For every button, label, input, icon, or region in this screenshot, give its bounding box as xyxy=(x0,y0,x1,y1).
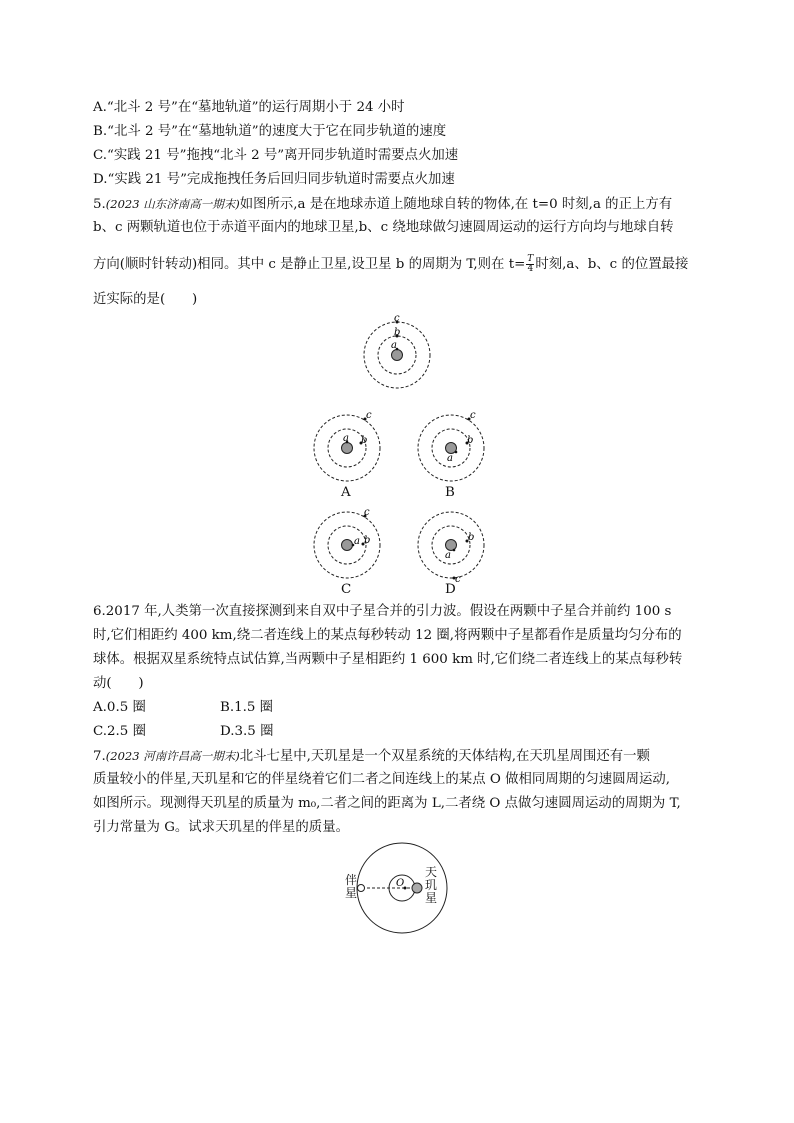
label-a: a xyxy=(343,433,349,444)
q7-text-1: 北斗七星中,天玑星是一个双星系统的天体结构,在天玑星周围还有一颗 xyxy=(239,749,650,764)
label-c: c xyxy=(394,313,400,324)
q5-number: 5 xyxy=(93,197,102,212)
q5-line-1: 5.(2023 山东济南高一期末)如图所示,a 是在地球赤道上随地球自转的物体,在 t=0 时刻,a 的正上方有 xyxy=(93,197,673,212)
q7-number: 7 xyxy=(93,749,102,764)
q7-companion-label: 伴星 xyxy=(345,873,358,900)
q5-option-b-label: B xyxy=(445,485,455,500)
q6-option-b: B.1.5 圈 xyxy=(220,700,274,715)
q5-figure-initial xyxy=(360,313,434,392)
label-a: a xyxy=(445,550,451,561)
q7-tianji-label: 天玑星 xyxy=(425,865,438,905)
q5-line-3 xyxy=(93,255,688,274)
q7-line-1: 7.(2023 河南许昌高一期末)北斗七星中,天玑星是一个双星系统的天体结构,在天玑星周围还有一颗 xyxy=(93,749,650,764)
q5-figure-option-a xyxy=(310,411,384,485)
q6-line-2: 时,它们相距约 400 km,绕二者连线上的某点每秒转动 12 圈,将两颗中子星都看作是质量均匀分布的 xyxy=(93,628,682,643)
q5-source: (2023 山东济南高一期末) xyxy=(105,197,240,211)
label-c: c xyxy=(364,507,370,518)
q4-option-b: B.“北斗 2 号”在“墓地轨道”的速度大于它在同步轨道的速度 xyxy=(93,124,447,139)
q7-binary-star-figure xyxy=(340,840,460,940)
q4-option-c: C.“实践 21 号”拖拽“北斗 2 号”离开同步轨道时需要点火加速 xyxy=(93,148,459,163)
q7-line-2: 质量较小的伴星,天玑星和它的伴星绕着它们二者之间连线上的某点 O 做相同周期的匀速圆周运动, xyxy=(93,772,671,787)
label-a: a xyxy=(447,453,453,464)
label-b: b xyxy=(467,435,474,446)
q6-line-1: 6.2017 年,人类第一次直接探测到来自双中子星合并的引力波。假设在两颗中子星合并前约 100 s xyxy=(93,604,672,619)
q7-source: (2023 河南许昌高一期末) xyxy=(105,749,240,763)
q4-option-a: A.“北斗 2 号”在“墓地轨道”的运行周期小于 24 小时 xyxy=(93,100,405,115)
q6-option-a: A.0.5 圈 xyxy=(93,700,146,715)
label-a: a xyxy=(354,536,360,547)
q5-option-c-label: C xyxy=(341,582,352,597)
q5-text-1: 如图所示,a 是在地球赤道上随地球自转的物体,在 t=0 时刻,a 的正上方有 xyxy=(239,197,673,212)
q6-option-c: C.2.5 圈 xyxy=(93,724,146,739)
q6-option-d: D.3.5 圈 xyxy=(220,724,274,739)
label-b: b xyxy=(394,327,401,338)
q5-figure-option-b xyxy=(414,411,488,485)
q7-line-4: 引力常量为 G。试求天玑星的伴星的质量。 xyxy=(93,820,349,835)
q5-option-d-label: D xyxy=(445,582,456,597)
q4-option-d: D.“实践 21 号”完成拖拽任务后回归同步轨道时需要点火加速 xyxy=(93,172,455,187)
label-o: O xyxy=(396,878,405,889)
q5-text-3-pre: 方向(顺时针转动)相同。其中 c 是静止卫星,设卫星 b 的周期为 T,则在 t= xyxy=(93,257,526,272)
q5-frac-den: 4 xyxy=(527,264,534,274)
q5-figure-option-d xyxy=(414,508,488,585)
q5-text-3-post: 时刻,a、b、c 的位置最接 xyxy=(535,257,689,272)
q7-line-3: 如图所示。现测得天玑星的质量为 m₀,二者之间的距离为 L,二者绕 O 点做匀速圆周运动的周期为 T, xyxy=(93,796,681,811)
label-b: b xyxy=(364,535,371,546)
label-c: c xyxy=(366,410,372,421)
q5-fraction-t-over-4 xyxy=(526,255,534,274)
label-b: b xyxy=(361,435,368,446)
label-c: c xyxy=(455,574,461,585)
q6-line-3: 球体。根据双星系统特点试估算,当两颗中子星相距约 1 600 km 时,它们绕二者连线上的某点每秒转 xyxy=(93,652,683,667)
label-c: c xyxy=(470,410,476,421)
q6-line-4: 动( ) xyxy=(93,676,144,691)
q5-figure-option-c xyxy=(310,508,384,582)
label-a: a xyxy=(391,340,397,351)
q5-frac-num: T xyxy=(527,254,534,264)
q5-line-2: b、c 两颗轨道也位于赤道平面内的地球卫星,b、c 绕地球做匀速圆周运动的运行方向均与地球自转 xyxy=(93,220,674,235)
label-b: b xyxy=(468,532,475,543)
q5-option-a-label: A xyxy=(341,485,351,500)
q5-line-4: 近实际的是( ) xyxy=(93,292,198,307)
